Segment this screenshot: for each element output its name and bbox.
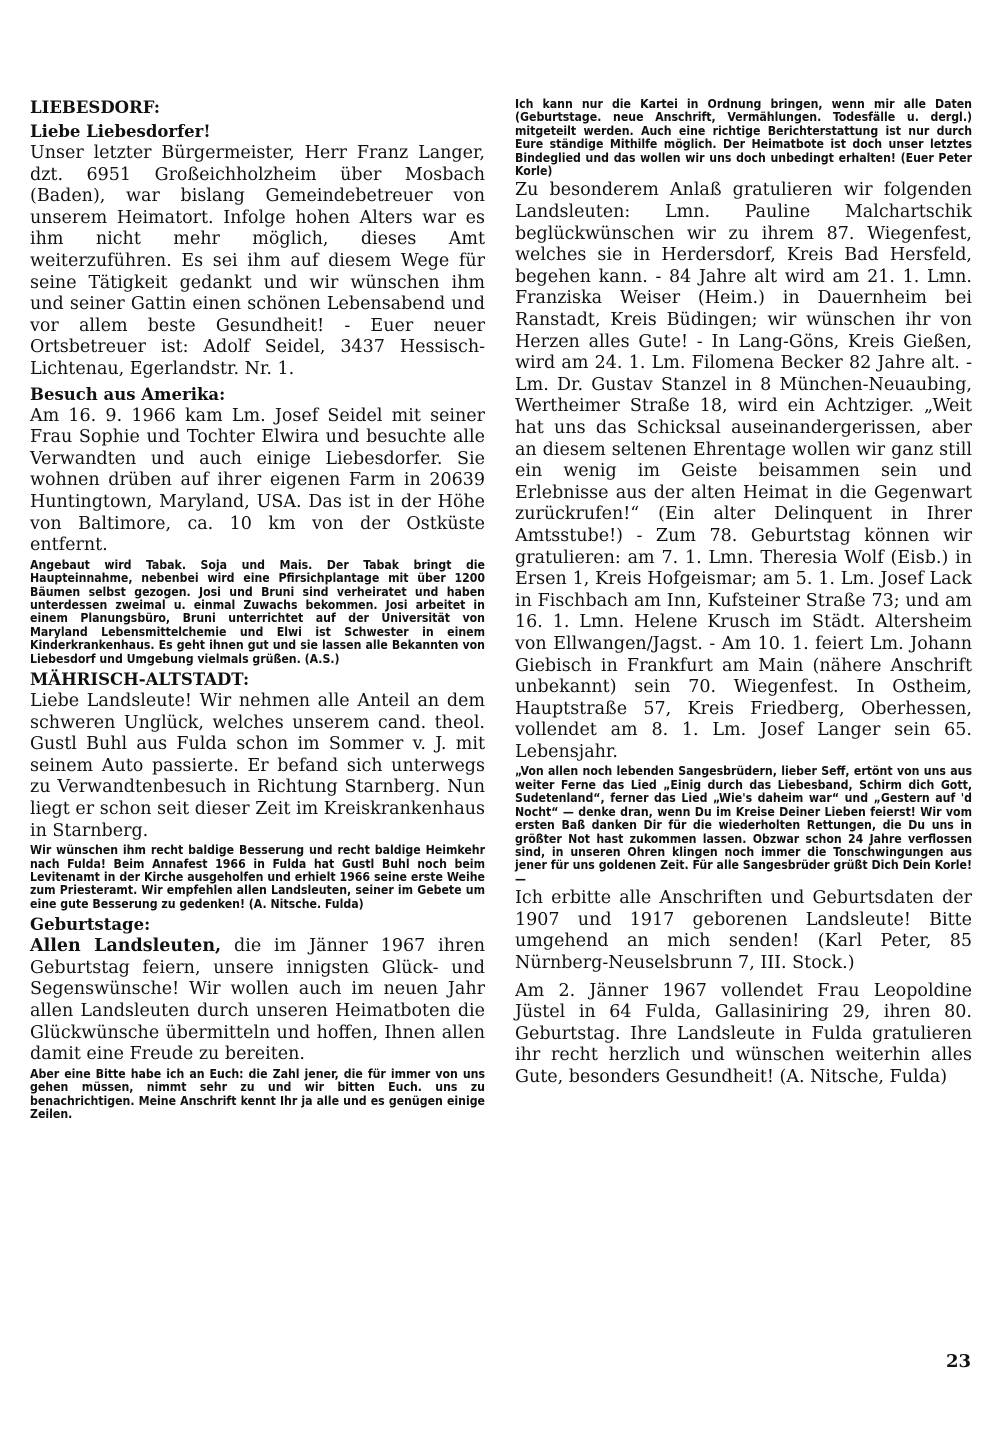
heading-liebesdorf: LIEBESDORF: <box>30 98 160 117</box>
small-paragraph-kartei: Ich kann nur die Kartei in Ordnung bringen, wenn mir alle Daten (Geburtstage. neue Anschrift, Vermählungen. Todesfälle u. dergl.) mitgeteilt werden. Auch eine richtige Berichterstattung ist nur durch Eure ständige Mithilfe möglich. Der Heimatbote ist doch unser letztes Bindeglied und das wollen wir uns doch unbedingt erhalten! (Euer Peter Korle) <box>515 97 972 179</box>
heading-besuch-aus-amerika: Besuch aus Amerika: <box>30 384 226 404</box>
right-column <box>515 98 972 1088</box>
heading-liebe-liebesdorfer: Liebe Liebesdorfer! <box>30 122 211 141</box>
small-paragraph-bitte: Aber eine Bitte habe ich an Euch: die Zahl jener, die für immer von uns gehen müssen, nimmt sehr zu und wir bitten Euch. uns zu benachrichtigen. Meine Anschrift kennt Ihr ja alle und es genügen einige Zeilen. <box>30 1066 485 1121</box>
paragraph-buergermeister: Unser letzter Bürgermeister, Herr Franz Langer, dzt. 6951 Großeichholzheim über Mosbach (Baden), war bislang Gemeindebetreuer von unserem Heimatort. Infolge hohen Alters war es ihm nicht mehr möglich, dieses Amt weiterzuführen. Es sei ihm auf diesem Wege für seine Tätigkeit gedankt und wir wünschen ihm und seiner Gattin einen schönen Lebensabend und vor allem beste Gesundheit! - Euer neuer Ortsbetreuer ist: Adolf Seidel, 3437 Hessisch-Lichtenau, Egerlandstr. Nr. 1. <box>30 143 485 379</box>
heading-maehrisch-altstadt: MÄHRISCH-ALTSTADT: <box>30 669 250 689</box>
paragraph-allen-landsleuten <box>30 936 485 1066</box>
paragraph-allen-landsleuten-text: die im Jänner 1967 ihren Geburtstag feiern, unsere innigsten Glück- und Segenswünsche! Wir wollen auch im neuen Jahr allen Landsleuten durch unseren Heimatboten die Glückwünsche übermitteln und hoffen, Ihnen allen damit eine Freude zu bereiten. <box>30 936 485 1065</box>
paragraph-unglueck: Liebe Landsleute! Wir nehmen alle Anteil an dem schweren Unglück, welches unserem cand. theol. Gustl Buhl aus Fulda schon im Sommer v. J. mit seinem Auto passierte. Er befand sich unterwegs zu Verwandtenbesuch in Richtung Starnberg. Nun liegt er schon seit dieser Zeit im Kreiskrankenhaus in Starnberg. <box>30 690 485 841</box>
paragraph-gratulationen: Zu besonderem Anlaß gratulieren wir folgenden Landsleuten: Lmn. Pauline Malchartschik beglückwünschen wir zu ihrem 87. Wiegenfest, welches sie in Herdersdorf, Kreis Bad Hersfeld, begehen kann. - 84 Jahre alt wird am 21. 1. Lmn. Franziska Weiser (Heim.) in Dauernheim bei Ranstadt, Kreis Büdingen; wir wünschen ihr von Herzen alles Gute! - In Lang-Göns, Kreis Gießen, wird am 24. 1. Lm. Filomena Becker 82 Jahre alt. - Lm. Dr. Gustav Stanzel in 8 München-Neuaubing, Wertheimer Straße 18, wird ein Achtziger. „Weit hat uns das Schicksal auseinandergerissen, aber an diesem seltenen Ehrentage wollen wir ganz still ein wenig im Geiste beisammen sein und Erlebnisse aus der alten Heimat in die Gegenwart zurückrufen!“ (Ein alter Delinquent in Ihrer Amtsstube!) - Zum 78. Geburtstag können wir gratulieren: am 7. 1. Lmn. Theresia Wolf (Eisb.) in Ersen 1, Kreis Hofgeismar; am 5. 1. Lm. Josef Lack in Fischbach am Inn, Kufsteiner Straße 73; und am 16. 1. Lmn. Helene Krusch im Städt. Altersheim von Ellwangen/Jagst. - Am 10. 1. feiert Lm. Johann Giebisch in Frankfurt am Main (nähere Anschrift unbekannt) sein 70. Wiegenfest. In Ostheim, Hauptstraße 57, Kreis Friedberg, Oberhessen, vollendet am 8. 1. Lm. Josef Langer sein 65. Lebensjahr. <box>515 180 972 762</box>
heading-geburtstage: Geburtstage: <box>30 915 151 935</box>
page-number: 23 <box>946 1351 972 1372</box>
small-paragraph-sangesbrueder: „Von allen noch lebenden Sangesbrüdern, lieber Seff, ertönt von uns aus weiter Ferne das Lied „Einig durch das Liebesband, Schirm dich Gott, Sudetenland“, ferner das Lied „Wie's daheim war“ und „Gestern auf 'd Nocht“ — denke dran, wenn Du im Kreise Deiner Lieben feierst! Wir vom ersten Baß danken Dir für die wiederholten Rettungen, die Du uns in größter Not hast zukommen lassen. Obzwar schon 24 Jahre verflossen sind, in unseren Ohren klingen noch immer die Tonschwingungen aus jener für uns goldenen Zeit. Für alle Sangesbrüder grüßt Dich Dein Korle! — <box>515 764 972 886</box>
small-paragraph-besserung: Wir wünschen ihm recht baldige Besserung und recht baldige Heimkehr nach Fulda! Beim Annafest 1966 in Fulda hat Gustl Buhl noch beim Levitenamt in der Kirche ausgeholfen und erhielt 1966 seine erste Weihe zum Priesteramt. Wir empfehlen allen Landsleuten, seiner im Gebete um eine gute Besserung zu gedenken! (A. Nitsche. Fulda) <box>30 843 485 911</box>
bold-allen-landsleuten: Allen Landsleuten, <box>30 936 222 957</box>
paragraph-anschriften: Ich erbitte alle Anschriften und Geburtsdaten der 1907 und 1917 geborenen Landsleute! Bitte umgehend an mich senden! (Karl Peter, 85 Nürnberg-Neuselsbrunn 7, III. Stock.) <box>515 888 972 973</box>
left-column <box>30 98 485 1123</box>
paragraph-juestel: Am 2. Jänner 1967 vollendet Frau Leopoldine Jüstel in 64 Fulda, Gallasiniring 29, ihren 80. Geburtstag. Ihre Landsleute in Fulda gratulieren ihr recht herzlich und wünschen weiterhin alles Gute, besonders Gesundheit! (A. Nitsche, Fulda) <box>515 980 972 1087</box>
small-paragraph-farm: Angebaut wird Tabak. Soja und Mais. Der Tabak bringt die Haupteinnahme, nebenbei wird eine Pfirsichplantage mit über 1200 Bäumen selbst gezogen. Josi und Bruni sind verheiratet und haben unterdessen zweimal u. einmal Zuwachs bekommen. Josi arbeitet in einem Planungsbüro, Bruni unterrichtet auf der Universität von Maryland Lebensmittelchemie und Elwi ist Schwester in einem Kinderkrankenhaus. Es geht ihnen gut und sie lassen alle Bekannten von Liebesdorf und Umgebung vielmals grüßen. (A.S.) <box>30 557 485 666</box>
paragraph-besuch: Am 16. 9. 1966 kam Lm. Josef Seidel mit seiner Frau Sophie und Tochter Elwira und besuchte alle Verwandten und auch einige Liebesdorfer. Sie wohnen drüben auf ihrer eigenen Farm in 20639 Huntingtown, Maryland, USA. Das ist in der Höhe von Baltimore, ca. 10 km von der Ostküste entfernt. <box>30 405 485 556</box>
